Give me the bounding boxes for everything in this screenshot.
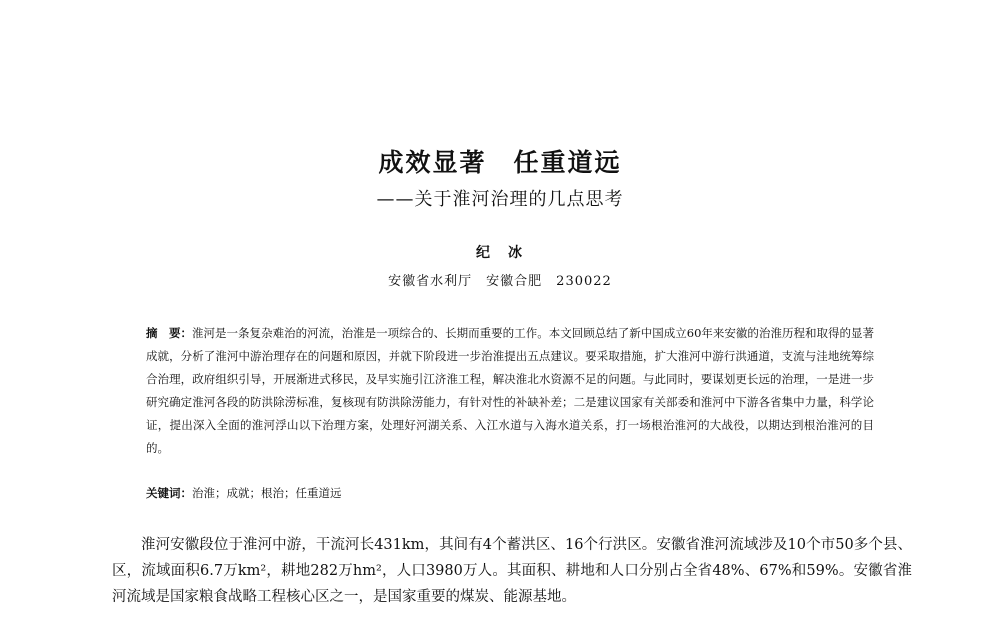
keywords-text: 治淮；成就；根治；任重道远 [192, 486, 342, 500]
author-name: 纪 冰 [476, 245, 524, 261]
body-paragraph: 淮河安徽段位于淮河中游，干流河长431km，其间有4个蓄洪区、16个行洪区。安徽省淮河流域涉及10个市50多个县、区，流域面积6.7万km²，耕地282万hm²，人口3980万人。其面积、耕地和人口分别占全省48%、67%和59%。安徽省淮河流域是国家粮食战略工程核心区之一，是国家重要的煤炭、能源基地。 [112, 537, 912, 605]
article-title: 成效显著 任重道远 [378, 148, 622, 177]
keywords-label: 关键词： [146, 486, 192, 500]
author-affiliation: 安徽省水利厅 安徽合肥 230022 [388, 274, 612, 289]
abstract-label: 摘 要： [146, 326, 193, 340]
keywords-block [146, 484, 874, 502]
abstract-block [146, 322, 874, 460]
article-subtitle: ——关于淮河治理的几点思考 [376, 189, 624, 210]
abstract-text: 淮河是一条复杂难治的河流，治淮是一项综合的、长期而重要的工作。本文回顾总结了新中国成立60年来安徽的治淮历程和取得的显著成就，分析了淮河中游治理存在的问题和原因，并就下阶段进一步治淮提出五点建议。要采取措施，扩大淮河中游行洪通道，支流与洼地统筹综合治理，政府组织引导，开展渐进式移民，及早实施引江济淮工程，解决淮北水资源不足的问题。与此同时，要谋划更长远的治理，一是进一步研究确定淮河各段的防洪除涝标准，复核现有防洪除涝能力，有针对性的补缺补差；二是建议国家有关部委和淮河中下游各省集中力量，科学论证，提出深入全面的淮河浮山以下治理方案，处理好河湖关系、入江水道与入海水道关系，打一场根治淮河的大战役，以期达到根治淮河的目的。 [146, 326, 874, 455]
